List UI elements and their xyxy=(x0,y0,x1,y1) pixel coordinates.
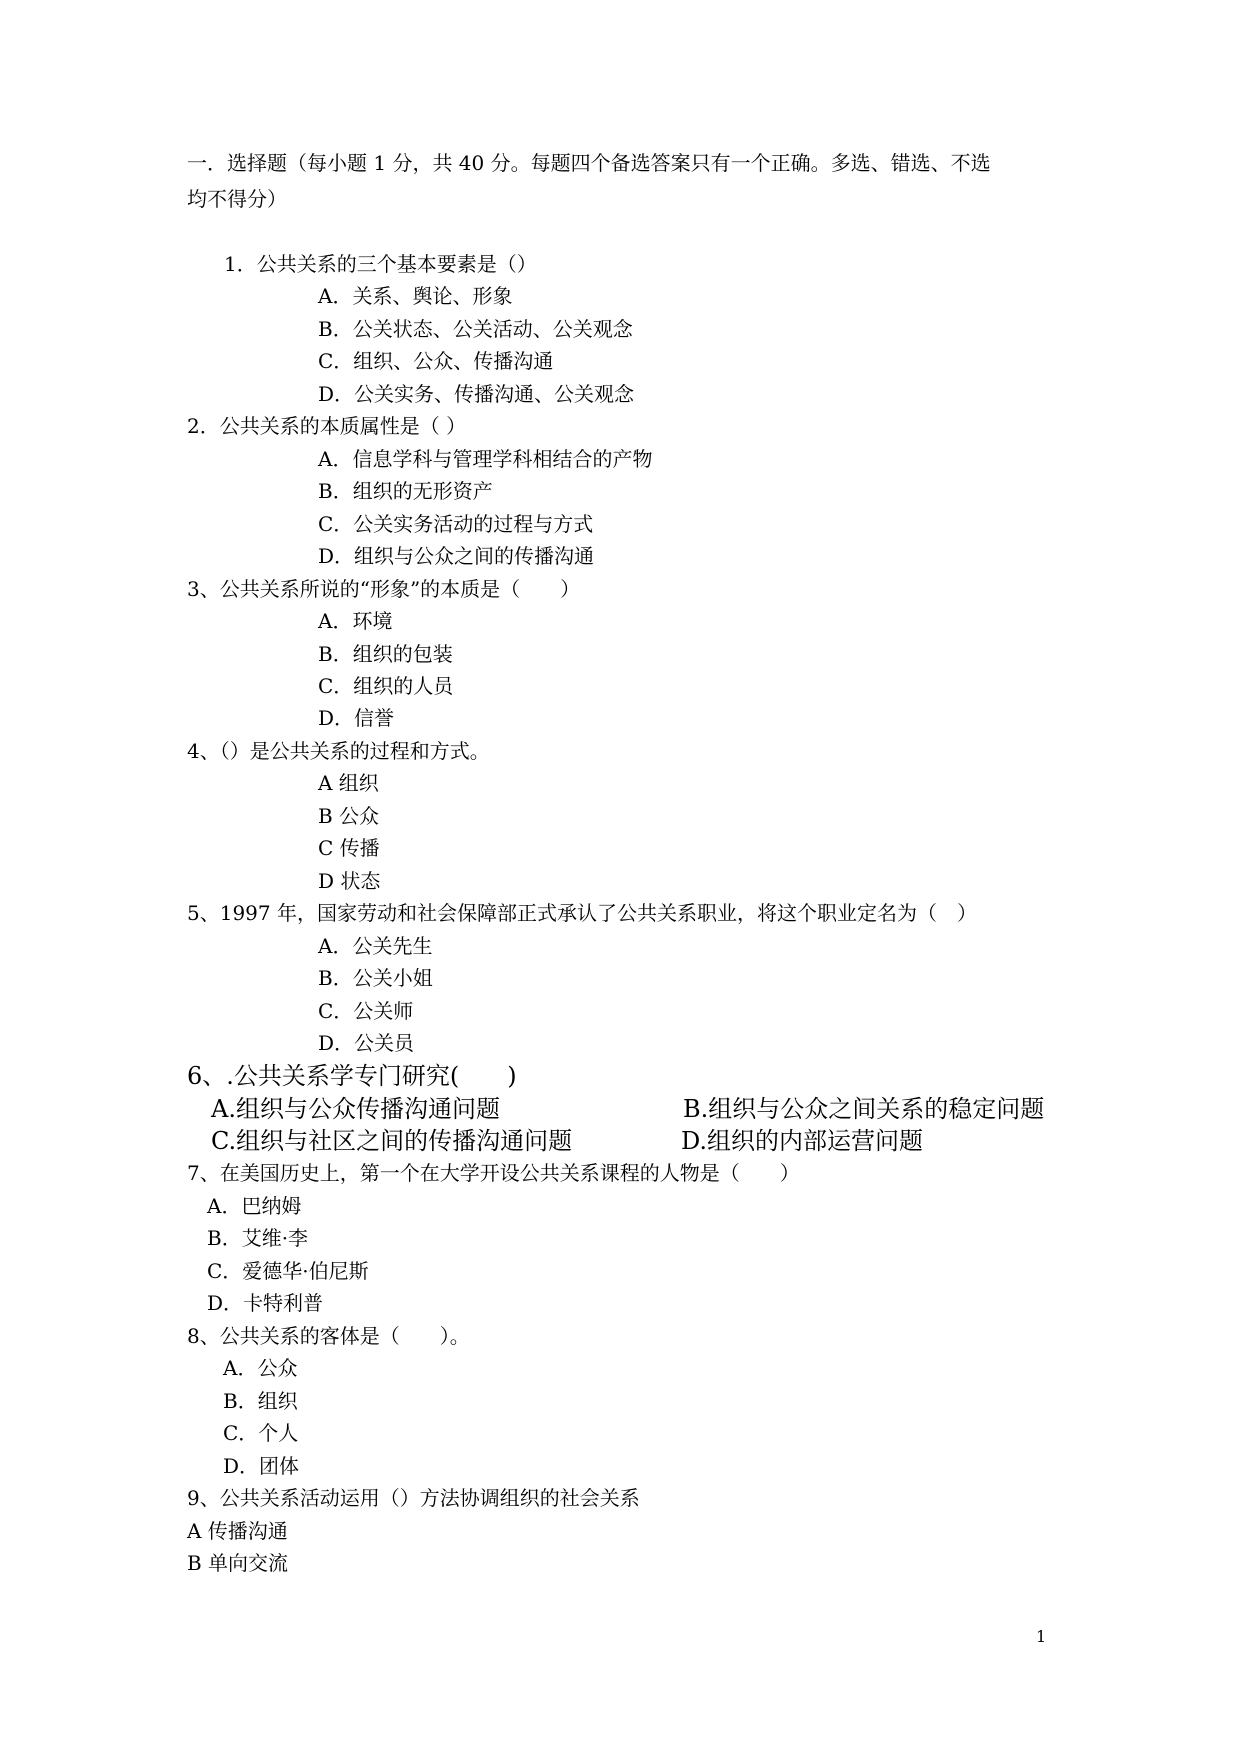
question-7-option-a: A．巴纳姆 xyxy=(207,1194,302,1218)
question-1-option-c: C．组织、公众、传播沟通 xyxy=(318,349,554,373)
question-5-option-d: D．公关员 xyxy=(318,1031,415,1055)
question-8-option-b: B．组织 xyxy=(223,1389,298,1413)
question-7-option-c: C．爱德华·伯尼斯 xyxy=(207,1259,369,1283)
question-2-option-a: A．信息学科与管理学科相结合的产物 xyxy=(318,447,653,471)
question-3-option-a: A．环境 xyxy=(318,609,393,633)
question-4-option-b: B 公众 xyxy=(318,804,380,828)
question-2-option-c: C．公关实务活动的过程与方式 xyxy=(318,512,594,536)
question-5-stem: 5、1997 年，国家劳动和社会保障部正式承认了公共关系职业，将这个职业定名为（ ） xyxy=(187,901,977,925)
section-header-line-1: 一．选择题（每小题 1 分，共 40 分。每题四个备选答案只有一个正确。多选、错选、不选 xyxy=(187,151,991,175)
question-2-stem: 2．公共关系的本质属性是（ ） xyxy=(187,414,467,438)
question-6-option-d: D.组织的内部运营问题 xyxy=(681,1127,924,1155)
question-5-option-a: A．公关先生 xyxy=(318,934,433,958)
question-3-option-b: B．组织的包装 xyxy=(318,642,453,666)
question-3-option-d: D．信誉 xyxy=(318,706,395,730)
question-3-option-c: C．组织的人员 xyxy=(318,674,454,698)
question-2-option-b: B．组织的无形资产 xyxy=(318,479,493,503)
question-8-option-d: D．团体 xyxy=(223,1454,300,1478)
question-7-option-d: D．卡特利普 xyxy=(207,1291,324,1315)
question-6-stem: 6、.公共关系学专门研究( ) xyxy=(187,1062,517,1090)
question-2-option-d: D．组织与公众之间的传播沟通 xyxy=(318,544,595,568)
question-8-option-a: A．公众 xyxy=(223,1356,298,1380)
question-7-stem: 7、在美国历史上，第一个在大学开设公共关系课程的人物是（ ） xyxy=(187,1161,800,1185)
question-1-stem: 1．公共关系的三个基本要素是（） xyxy=(224,252,537,276)
question-4-option-a: A 组织 xyxy=(318,771,379,795)
question-8-option-c: C．个人 xyxy=(223,1421,299,1445)
section-header-line-2: 均不得分） xyxy=(187,187,287,211)
question-1-option-d: D．公关实务、传播沟通、公关观念 xyxy=(318,382,635,406)
question-5-option-b: B．公关小姐 xyxy=(318,966,433,990)
question-8-stem: 8、公共关系的客体是（ ）。 xyxy=(187,1324,470,1348)
question-6-option-c: C.组织与社区之间的传播沟通问题 xyxy=(211,1127,573,1155)
question-9-stem: 9、公共关系活动运用（）方法协调组织的社会关系 xyxy=(187,1486,640,1510)
question-4-option-c: C 传播 xyxy=(318,836,380,860)
question-3-stem: 3、公共关系所说的“形象”的本质是（ ） xyxy=(187,577,581,601)
question-9-option-b: B 单向交流 xyxy=(187,1551,289,1575)
page-number: 1 xyxy=(1036,1627,1047,1646)
question-6-option-a: A.组织与公众传播沟通问题 xyxy=(211,1095,500,1123)
question-9-option-a: A 传播沟通 xyxy=(187,1519,288,1543)
question-1-option-a: A．关系、舆论、形象 xyxy=(318,284,513,308)
question-4-stem: 4、（）是公共关系的过程和方式。 xyxy=(187,739,490,763)
question-4-option-d: D 状态 xyxy=(318,869,381,893)
question-7-option-b: B．艾维·李 xyxy=(207,1226,309,1250)
question-1-option-b: B．公关状态、公关活动、公关观念 xyxy=(318,317,633,341)
question-6-option-b: B.组织与公众之间关系的稳定问题 xyxy=(683,1095,1045,1123)
question-5-option-c: C．公关师 xyxy=(318,999,414,1023)
